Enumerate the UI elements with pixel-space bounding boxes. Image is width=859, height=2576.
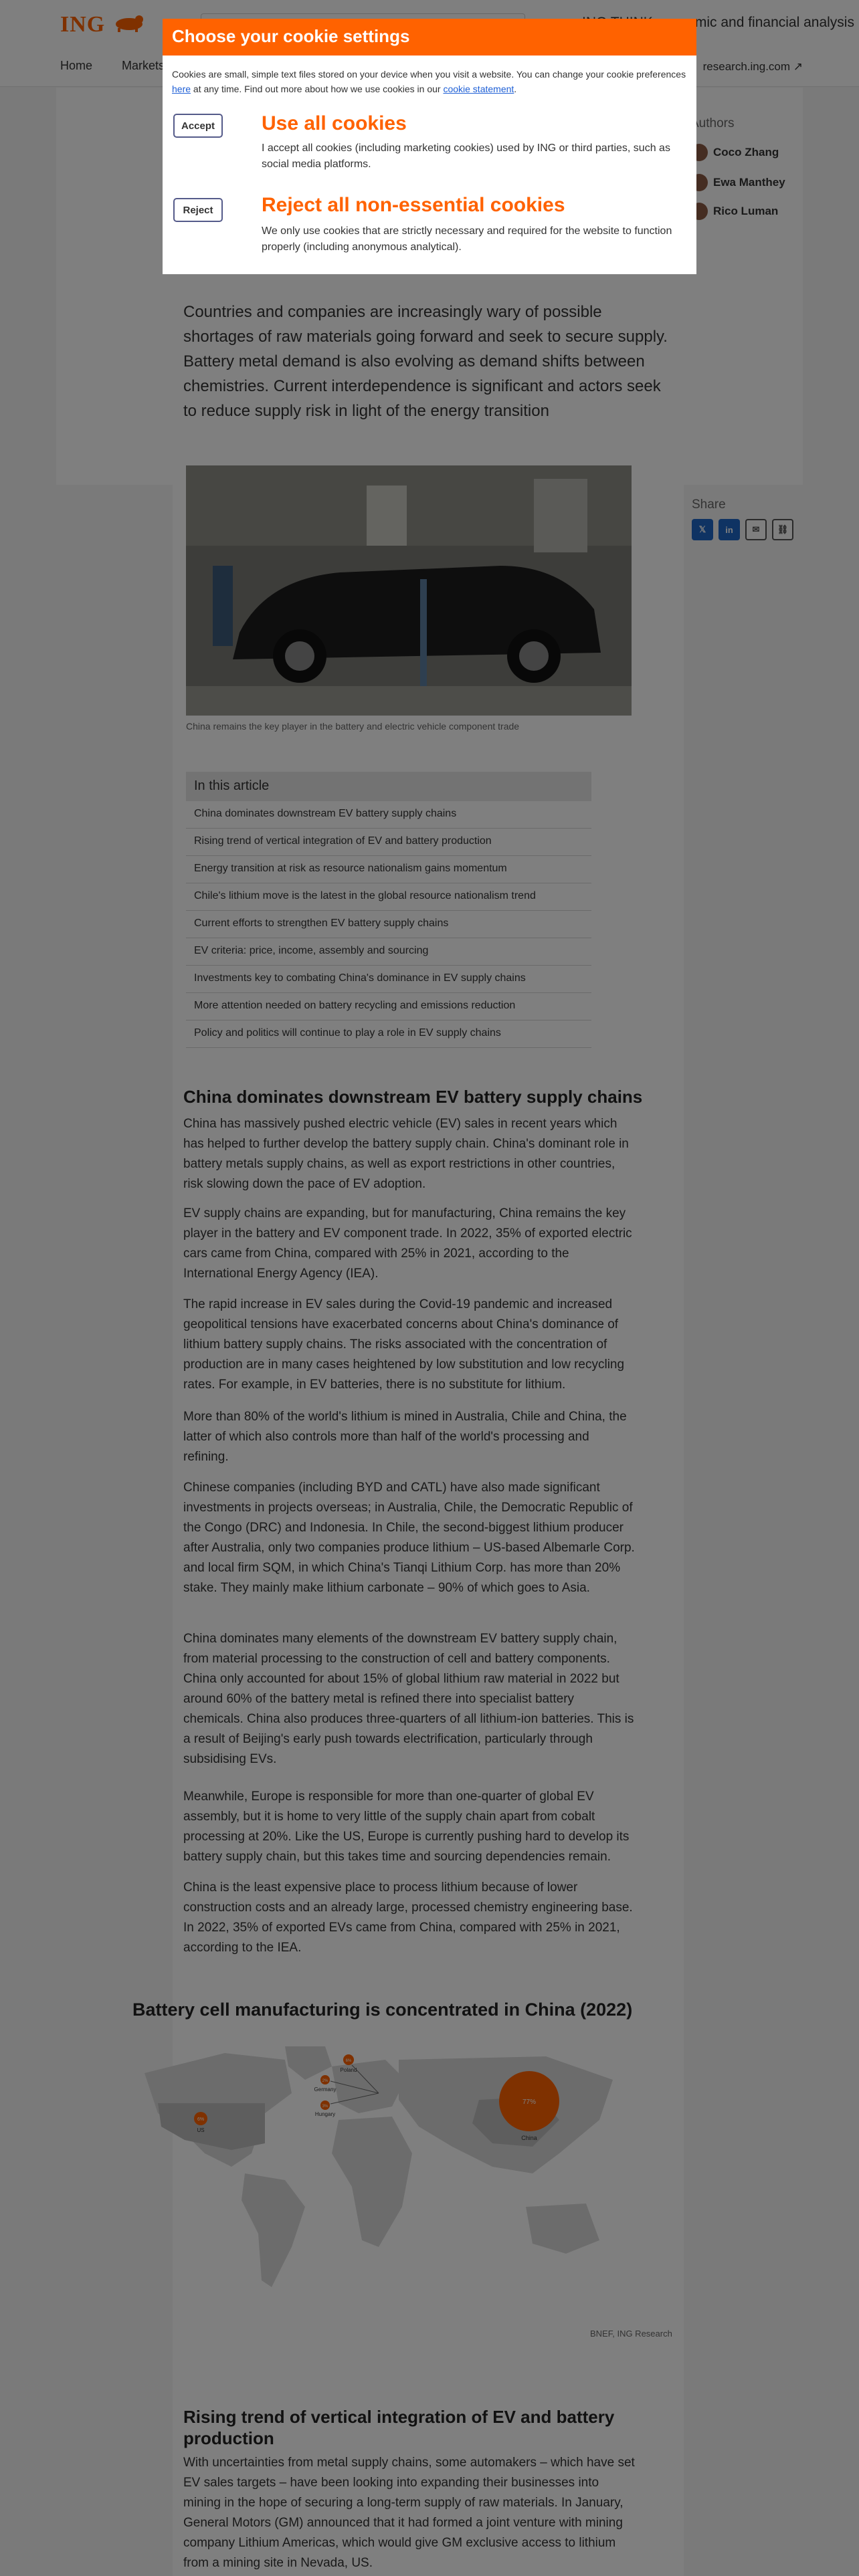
- cookie-modal: [163, 19, 696, 274]
- cookie-modal-title: Choose your cookie settings: [163, 19, 696, 56]
- accept-option-description: I accept all cookies (including marketing cookies) used by ING or third parties, such as social media platforms.: [262, 142, 670, 170]
- accept-option-title: Use all cookies: [262, 112, 407, 134]
- reject-option-title: Reject all non-essential cookies: [262, 194, 565, 216]
- cookie-preferences-link[interactable]: here: [172, 84, 191, 94]
- accept-cookies-button[interactable]: Accept: [173, 114, 223, 138]
- reject-cookies-button[interactable]: Reject: [173, 198, 223, 222]
- reject-option-description: We only use cookies that are strictly necessary and required for the website to function properly (including anonymous analytical).: [262, 225, 672, 253]
- cookie-statement-link[interactable]: cookie statement: [443, 84, 514, 94]
- cookie-intro: Cookies are small, simple text files stored on your device when you visit a website. You can change your cookie preferences here at any time. Find out more about how we use cookies in our cookie statement.: [172, 69, 686, 94]
